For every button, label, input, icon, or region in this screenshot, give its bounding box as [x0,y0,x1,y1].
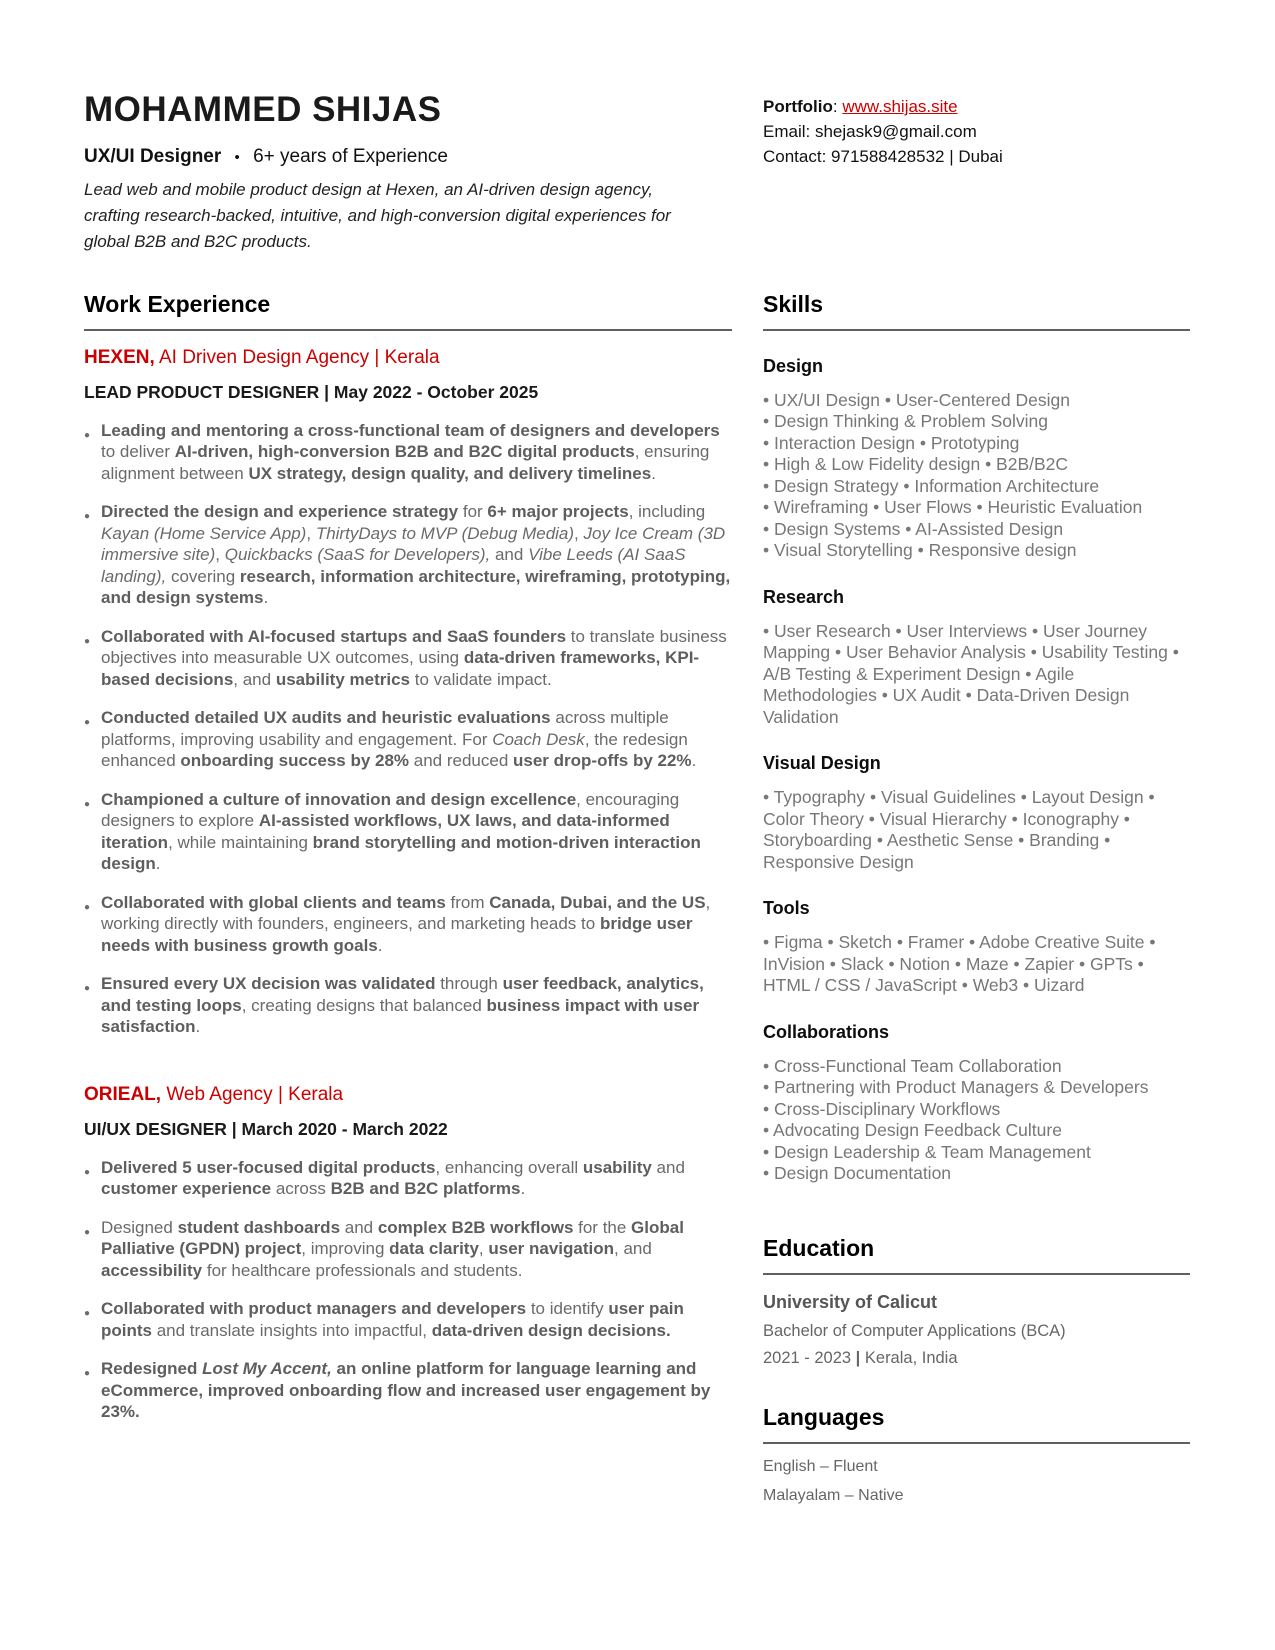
skill-line: • Design Documentation [763,1163,952,1184]
skill-group-design [763,390,1190,562]
education-period: 2021 - 2023 | Kerala, India [763,1348,958,1367]
skill-line: • Design Systems • AI-Assisted Design [763,518,1064,539]
company-line: HEXEN, AI Driven Design Agency | Kerala [84,346,440,368]
portfolio-line [763,94,1190,119]
skills-heading: Skills [763,290,824,317]
skill-group-title-collaborations: Collaborations [763,1021,890,1042]
languages-section [763,1404,1190,1505]
skill-group-tools: • Figma • Sketch • Framer • Adobe Creative Suite • InVision • Slack • Notion • Maze • Zapier • GPTs • HTML / CSS / JavaScript • Web3 • Uizard [763,932,1156,996]
skill-group-title-visual-design: Visual Design [763,753,881,774]
identity-block [84,92,732,255]
role-line: UI/UX DESIGNER | March 2020 - March 2022 [84,1118,448,1139]
bullet-item: ● Championed a culture of innovation and design excellence, encouraging designers to explore AI-assisted workflows, UX laws, and data-informed iteration, while maintaining brand storytelling and motion-driven interaction design. [84,789,732,875]
languages-heading: Languages [763,1403,885,1430]
skill-line: • Cross-Disciplinary Workflows [763,1098,1001,1119]
work-experience-section [84,291,732,1516]
bullet-item: ● Designed student dashboards and complex B2B workflows for the Global Palliative (GPDN) project, improving data clarity, user navigation, and accessibility for healthcare professionals and students. [84,1217,732,1282]
bullet-item: ● Conducted detailed UX audits and heuristic evaluations across multiple platforms, improving usability and engagement. For Coach Desk, the redesign enhanced onboarding success by 28% and reduced user drop-offs by 22%. [84,707,732,772]
skill-line: • Cross-Functional Team Collaboration [763,1055,1062,1076]
work-experience-heading: Work Experience [84,290,271,317]
skill-line: • Design Leadership & Team Management [763,1141,1091,1162]
language-item: English – Fluent [763,1457,878,1475]
skill-line: • Interaction Design • Prototyping [763,432,1020,453]
portfolio-colon: : [832,97,843,116]
sidebar-column [763,291,1190,1516]
contact-line: Contact: 971588428532 | Dubai [763,147,1003,166]
skills-section [763,291,1190,1185]
job-hexen [84,347,732,1038]
section-divider [763,1442,1190,1444]
title-separator: • [234,148,240,166]
person-name: MOHAMMED SHIJAS [84,90,442,129]
skill-line: • Partnering with Product Managers & Developers [763,1077,1149,1098]
language-item: Malayalam – Native [763,1486,904,1504]
role-line: LEAD PRODUCT DESIGNER | May 2022 - October 2025 [84,381,539,402]
job-orieal [84,1084,732,1423]
portfolio-label: Portfolio [763,97,833,116]
education-degree: Bachelor of Computer Applications (BCA) [763,1321,1066,1340]
portfolio-link[interactable]: www.shijas.site [842,97,958,116]
content-columns [84,291,1190,1516]
skill-group-title-design: Design [763,355,824,376]
language-list [763,1458,1190,1505]
bullet-item: ● Collaborated with global clients and teams from Canada, Dubai, and the US, working directly with founders, engineers, and marketing heads to bridge user needs with business growth goals. [84,892,732,957]
profile-summary: Lead web and mobile product design at Hexen, an AI-driven design agency, crafting research-backed, intuitive, and high-conversion digital experiences for global B2B and B2C products. [84,179,671,251]
skill-group-visual-design: • Typography • Visual Guidelines • Layout Design • Color Theory • Visual Hierarchy • Iconography • Storyboarding • Aesthetic Sense • Branding • Responsive Design [763,787,1155,872]
education-entry [763,1292,1190,1368]
skill-group-title-tools: Tools [763,898,810,919]
experience-years: 6+ years of Experience [253,145,448,167]
skill-group-collaborations [763,1056,1190,1185]
skill-line: • Design Thinking & Problem Solving [763,411,1048,432]
bullet-item: ● Collaborated with product managers and developers to identify user pain points and translate insights into impactful, data-driven design decisions. [84,1298,732,1341]
bullet-item: ● Redesigned Lost My Accent, an online platform for language learning and eCommerce, improved onboarding flow and increased user engagement by 23%. [84,1358,732,1423]
bullet-item: ● Leading and mentoring a cross-functional team of designers and developers to deliver AI-driven, high-conversion B2B and B2C digital products, ensuring alignment between UX strategy, design quality, and delivery timelines. [84,420,732,485]
bullet-item: ● Ensured every UX decision was validated through user feedback, analytics, and testing loops, creating designs that balanced business impact with user satisfaction. [84,973,732,1038]
job-title: UX/UI Designer [84,145,222,167]
contact-block [763,92,1190,169]
section-divider [84,329,732,331]
bullet-item: ● Directed the design and experience strategy for 6+ major projects, including Kayan (Home Service App), ThirtyDays to MVP (Debug Media), Joy Ice Cream (3D immersive site), Quickbacks (SaaS for Developers), and Vibe Leeds (AI SaaS landing), covering research, information architecture, wireframing, prototyping, and design systems. [84,501,732,609]
title-line [84,146,732,168]
education-school: University of Calicut [763,1291,938,1312]
email-line: Email: shejask9@gmail.com [763,122,977,141]
job-bullet-list [84,1157,732,1423]
skill-line: • Wireframing • User Flows • Heuristic Evaluation [763,497,1143,518]
header [84,92,1190,255]
section-divider [763,1273,1190,1275]
education-section [763,1235,1190,1368]
education-heading: Education [763,1234,875,1261]
skill-line: • Advocating Design Feedback Culture [763,1120,1062,1141]
skill-line: • High & Low Fidelity design • B2B/B2C [763,454,1069,475]
bullet-item: ● Delivered 5 user-focused digital products, enhancing overall usability and customer experience across B2B and B2C platforms. [84,1157,732,1200]
company-line: ORIEAL, Web Agency | Kerala [84,1083,344,1105]
skill-line: • Design Strategy • Information Architecture [763,475,1100,496]
job-bullet-list [84,420,732,1038]
skill-line: • Visual Storytelling • Responsive design [763,540,1077,561]
skill-line: • UX/UI Design • User-Centered Design [763,389,1070,410]
skill-group-title-research: Research [763,586,845,607]
skill-group-research: • User Research • User Interviews • User Journey Mapping • User Behavior Analysis • Usability Testing • A/B Testing & Experiment Design • Agile Methodologies • UX Audit • Data-Driven Design Validation [763,620,1179,727]
section-divider [763,329,1190,331]
bullet-item: ● Collaborated with AI-focused startups and SaaS founders to translate business objectives into measurable UX outcomes, using data-driven frameworks, KPI-based decisions, and usability metrics to validate impact. [84,626,732,691]
